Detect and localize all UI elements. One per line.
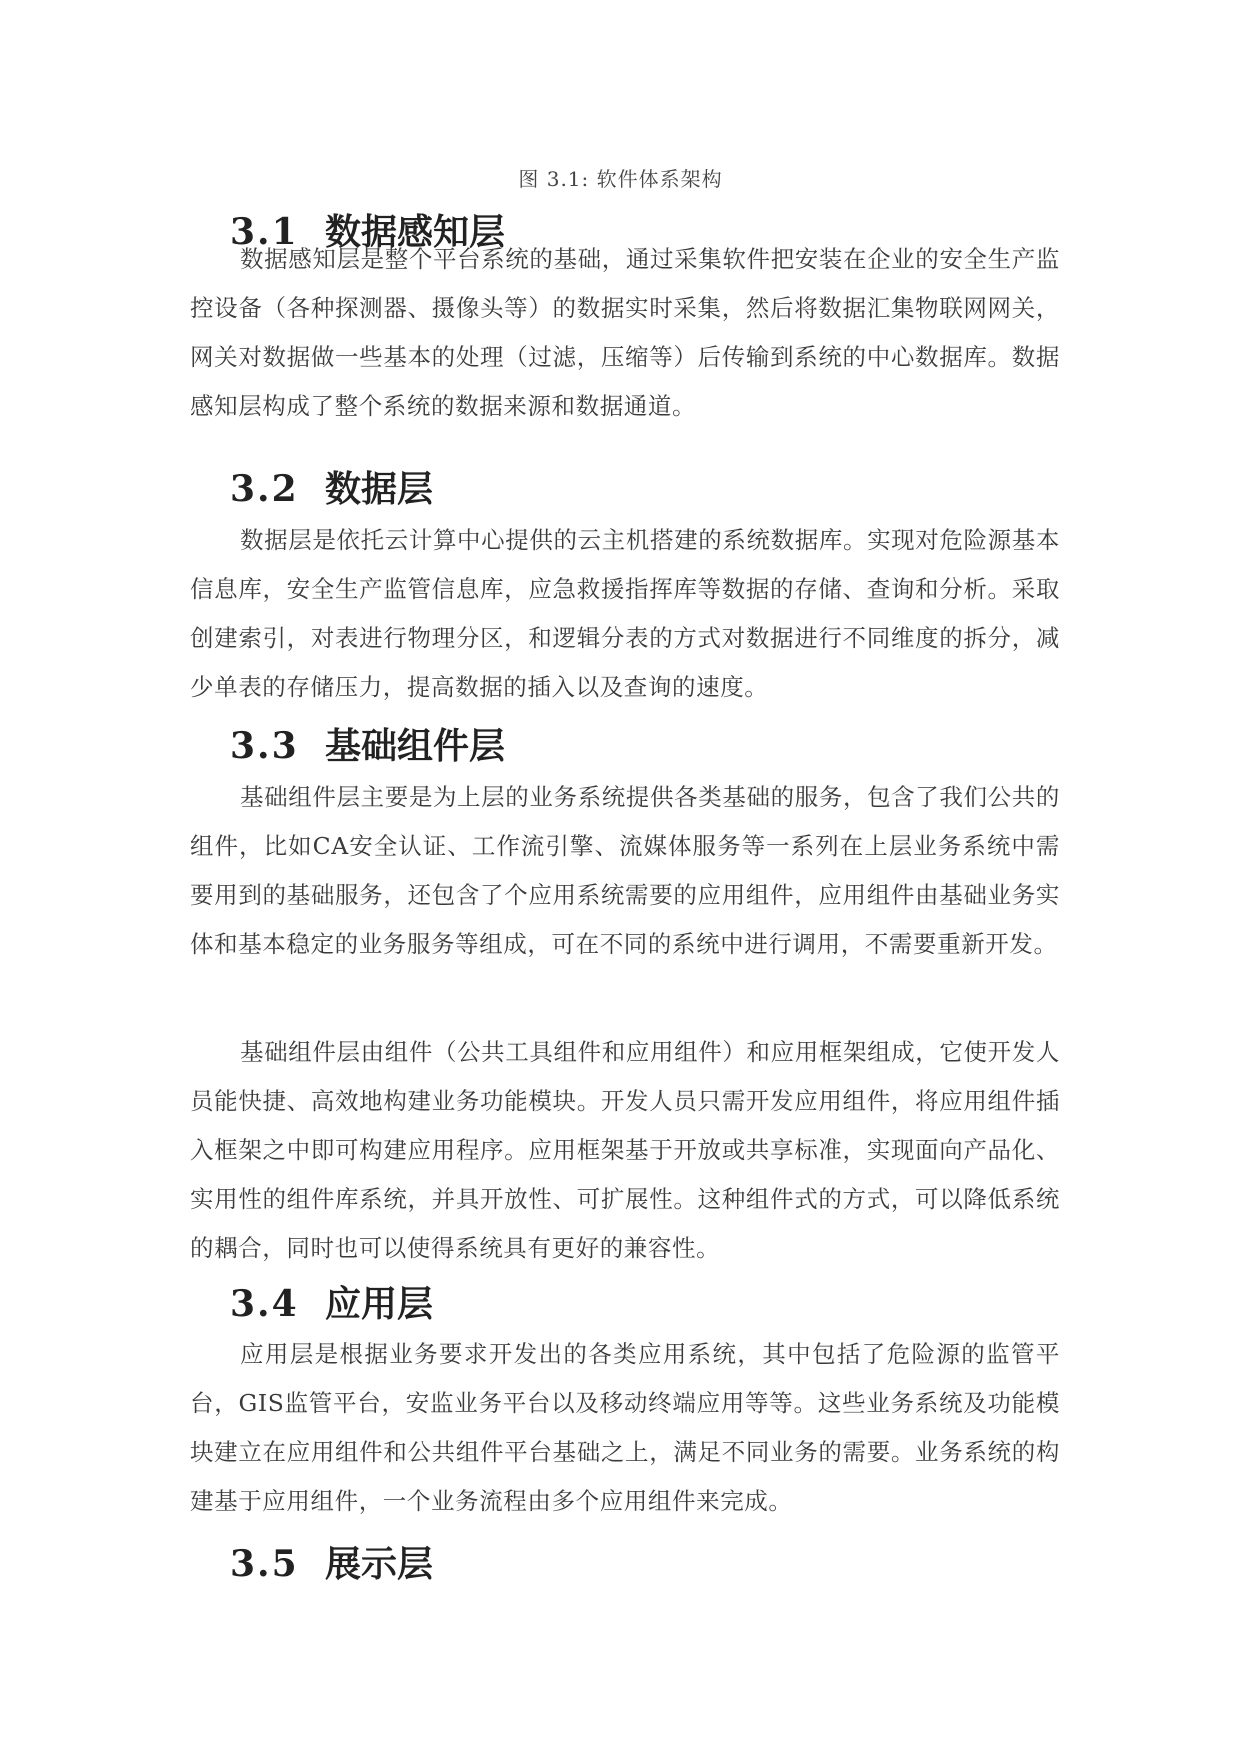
- section-title: 数据感知层: [325, 211, 506, 253]
- section-title: 应用层: [325, 1283, 434, 1325]
- section-title: 展示层: [325, 1543, 434, 1585]
- section-title: 数据层: [325, 468, 434, 510]
- figure-caption: 图 3.1: 软件体系架构: [518, 167, 723, 191]
- section-paragraph: 基础组件层主要是为上层的业务系统提供各类基础的服务，包含了我们公共的组件，比如CA安全认证、工作流引擎、流媒体服务等一系列在上层业务系统中需要用到的基础服务，还包含了个应用系统需要的应用组件，应用组件由基础业务实体和基本稳定的业务服务等组成，可在不同的系统中进行调用，不需要重新开发。: [190, 783, 1060, 958]
- section-heading-3-2: [230, 465, 433, 513]
- section-number: 3.1: [230, 211, 299, 253]
- section-number: 3.3: [230, 725, 299, 767]
- section-title: 基础组件层: [325, 725, 506, 767]
- section-heading-3-5: [230, 1540, 433, 1588]
- section-number: 3.2: [230, 468, 299, 510]
- section-paragraph: 数据层是依托云计算中心提供的云主机搭建的系统数据库。实现对危险源基本信息库，安全生产监管信息库，应急救援指挥库等数据的存储、查询和分析。采取创建索引，对表进行物理分区，和逻辑分表的方式对数据进行不同维度的拆分，减少单表的存储压力，提高数据的插入以及查询的速度。: [190, 526, 1060, 701]
- section-paragraph: 数据感知层是整个平台系统的基础，通过采集软件把安装在企业的安全生产监控设备（各种探测器、摄像头等）的数据实时采集，然后将数据汇集物联网网关，网关对数据做一些基本的处理（过滤，压缩等）后传输到系统的中心数据库。数据感知层构成了整个系统的数据来源和数据通道。: [190, 245, 1060, 420]
- section-paragraph: 基础组件层由组件（公共工具组件和应用组件）和应用框架组成，它使开发人员能快捷、高效地构建业务功能模块。开发人员只需开发应用组件，将应用组件插入框架之中即可构建应用程序。应用框架基于开放或共享标准，实现面向产品化、实用性的组件库系统，并具开放性、可扩展性。这种组件式的方式，可以降低系统的耦合，同时也可以使得系统具有更好的兼容性。: [190, 1038, 1060, 1262]
- section-heading-3-4: [230, 1280, 433, 1328]
- section-number: 3.4: [230, 1283, 299, 1325]
- section-paragraph: 应用层是根据业务要求开发出的各类应用系统，其中包括了危险源的监管平台，GIS监管平台，安监业务平台以及移动终端应用等等。这些业务系统及功能模块建立在应用组件和公共组件平台基础之上，满足不同业务的需要。业务系统的构建基于应用组件，一个业务流程由多个应用组件来完成。: [190, 1340, 1060, 1515]
- section-heading-3-3: [230, 722, 505, 770]
- section-number: 3.5: [230, 1543, 299, 1585]
